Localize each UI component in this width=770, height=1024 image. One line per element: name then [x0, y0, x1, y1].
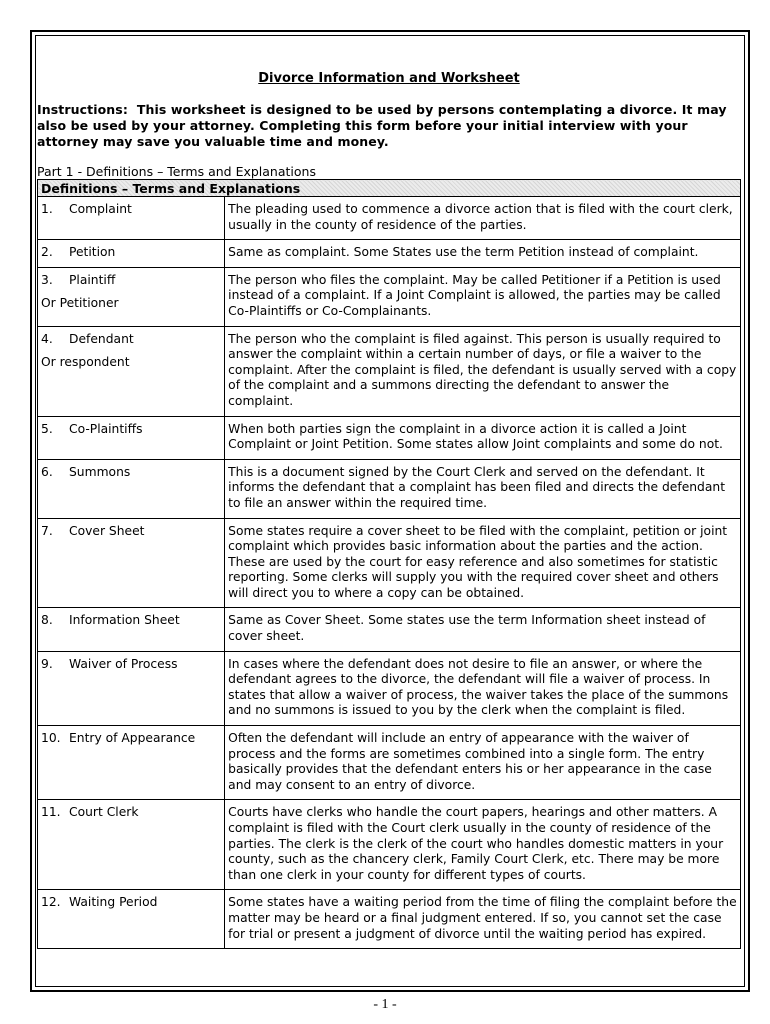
term-number: 1. — [41, 202, 53, 216]
term-number: 2. — [41, 245, 53, 260]
instructions-text: This worksheet is designed to be used by persons contemplating a divorce. It may also be used by your attorney. Completing this form before your initial interview with your attorney may save you valuable time and money. — [37, 102, 727, 149]
term-name: Petition — [69, 245, 116, 260]
term-cell — [38, 726, 225, 800]
table-row — [38, 518, 741, 608]
table-row — [38, 800, 741, 890]
part-heading: Part 1 - Definitions – Terms and Explanations — [37, 164, 316, 179]
term-cell — [38, 608, 225, 651]
term-cell — [38, 651, 225, 725]
definition-cell: Some states have a waiting period from the time of filing the complaint before the matter may be heard or a final judgment entered. If so, you cannot set the case for trial or present a judgment of divorce until the waiting period has expired. — [225, 890, 741, 949]
term-name: Plaintiff — [69, 272, 116, 287]
definition-cell: When both parties sign the complaint in a divorce action it is called a Joint Complaint or Joint Petition. Some states allow Joint complaints and some do not. — [225, 416, 741, 459]
term-name: Complaint — [69, 202, 132, 216]
definition-cell: The person who files the complaint. May be called Petitioner if a Petition is used instead of a complaint. If a Joint Complaint is allowed, the parties may be called Co-Plaintiffs or Co-Complainants. — [225, 267, 741, 326]
definition-cell: Courts have clerks who handle the court papers, hearings and other matters. A complaint is filed with the Court clerk usually in the county of residence of the parties. The clerk is the clerk of the court who handles domestic matters in your county, such as the chancery clerk, Family Court Clerk, etc. There may be more than one clerk in your county for different types of courts. — [225, 800, 741, 890]
definition-cell: The pleading used to commence a divorce action that is filed with the court clerk, usually in the county of residence of the parties. — [225, 197, 741, 240]
table-row — [38, 197, 741, 240]
term-name: Co-Plaintiffs — [69, 421, 143, 436]
term-name: Waiting Period — [69, 895, 158, 910]
term-cell — [38, 240, 225, 268]
table-row — [38, 608, 741, 651]
table-header: Definitions – Terms and Explanations — [38, 180, 741, 197]
document-body — [37, 70, 741, 949]
term-cell — [38, 800, 225, 890]
term-number: 12. — [41, 895, 61, 910]
table-row — [38, 267, 741, 326]
term-name: Court Clerk — [69, 805, 139, 820]
instructions: Instructions: This worksheet is designed to be used by persons contemplating a divorce. It may also be used by your attorney. Completing this form before your initial interview with your attorney may save you valuable time and money. — [37, 102, 727, 149]
table-body — [38, 197, 741, 949]
term-cell — [38, 518, 225, 608]
table-row — [38, 890, 741, 949]
term-number: 5. — [41, 421, 53, 436]
term-cell — [38, 267, 225, 326]
term-alternate: Or Petitioner — [41, 296, 119, 311]
definition-cell: Often the defendant will include an entry of appearance with the waiver of process and the forms are sometimes combined into a single form. The entry basically provides that the defendant enters his or her appearance in the case and may consent to an entry of divorce. — [225, 726, 741, 800]
term-cell — [38, 416, 225, 459]
term-cell — [38, 197, 225, 240]
term-name: Waiver of Process — [69, 656, 178, 671]
term-name: Entry of Appearance — [69, 731, 196, 746]
term-name: Cover Sheet — [69, 523, 145, 538]
definition-cell: Same as Cover Sheet. Some states use the term Information sheet instead of cover sheet. — [225, 608, 741, 651]
term-number: 6. — [41, 464, 53, 479]
term-number: 10. — [41, 731, 61, 746]
table-header-row — [38, 180, 741, 197]
term-cell — [38, 459, 225, 518]
term-number: 8. — [41, 613, 53, 628]
table-row — [38, 726, 741, 800]
term-name: Defendant — [69, 331, 134, 346]
term-number: 9. — [41, 656, 53, 671]
term-number: 11. — [41, 805, 61, 820]
table-row — [38, 416, 741, 459]
instructions-label: Instructions — [37, 102, 123, 117]
table-row — [38, 651, 741, 725]
term-name: Summons — [69, 464, 131, 479]
term-cell — [38, 890, 225, 949]
definition-cell: Same as complaint. Some States use the term Petition instead of complaint. — [225, 240, 741, 268]
table-row — [38, 326, 741, 416]
term-name: Information Sheet — [69, 613, 180, 628]
definition-cell: The person who the complaint is filed against. This person is usually required to answer the complaint within a certain number of days, or file a waiver to the complaint. After the complaint is filed, the defendant is usually served with a copy of the complaint and a summons directing the defendant to answer the complaint. — [225, 326, 741, 416]
definition-cell: In cases where the defendant does not desire to file an answer, or where the defendant agrees to the divorce, the defendant will file a waiver of process. In states that allow a waiver of process, the waiver takes the place of the summons and no summons is issued to you by the clerk when the complaint is filed. — [225, 651, 741, 725]
definition-cell: This is a document signed by the Court Clerk and served on the defendant. It informs the defendant that a complaint has been filed and directs the defendant to file an answer within the required time. — [225, 459, 741, 518]
table-row — [38, 459, 741, 518]
page-number: - 1 - — [373, 997, 397, 1012]
term-number: 3. — [41, 272, 53, 287]
term-number: 4. — [41, 331, 53, 346]
term-number: 7. — [41, 523, 53, 538]
table-row — [38, 240, 741, 268]
term-alternate: Or respondent — [41, 355, 130, 370]
term-cell — [38, 326, 225, 416]
document-title: Divorce Information and Worksheet — [258, 71, 520, 86]
definition-cell: Some states require a cover sheet to be filed with the complaint, petition or joint complaint which provides basic information about the parties and the action. These are used by the court for easy reference and also sometimes for statistic reporting. Some clerks will supply you with the required cover sheet and others will direct you to where a copy can be obtained. — [225, 518, 741, 608]
definitions-table — [37, 179, 741, 949]
